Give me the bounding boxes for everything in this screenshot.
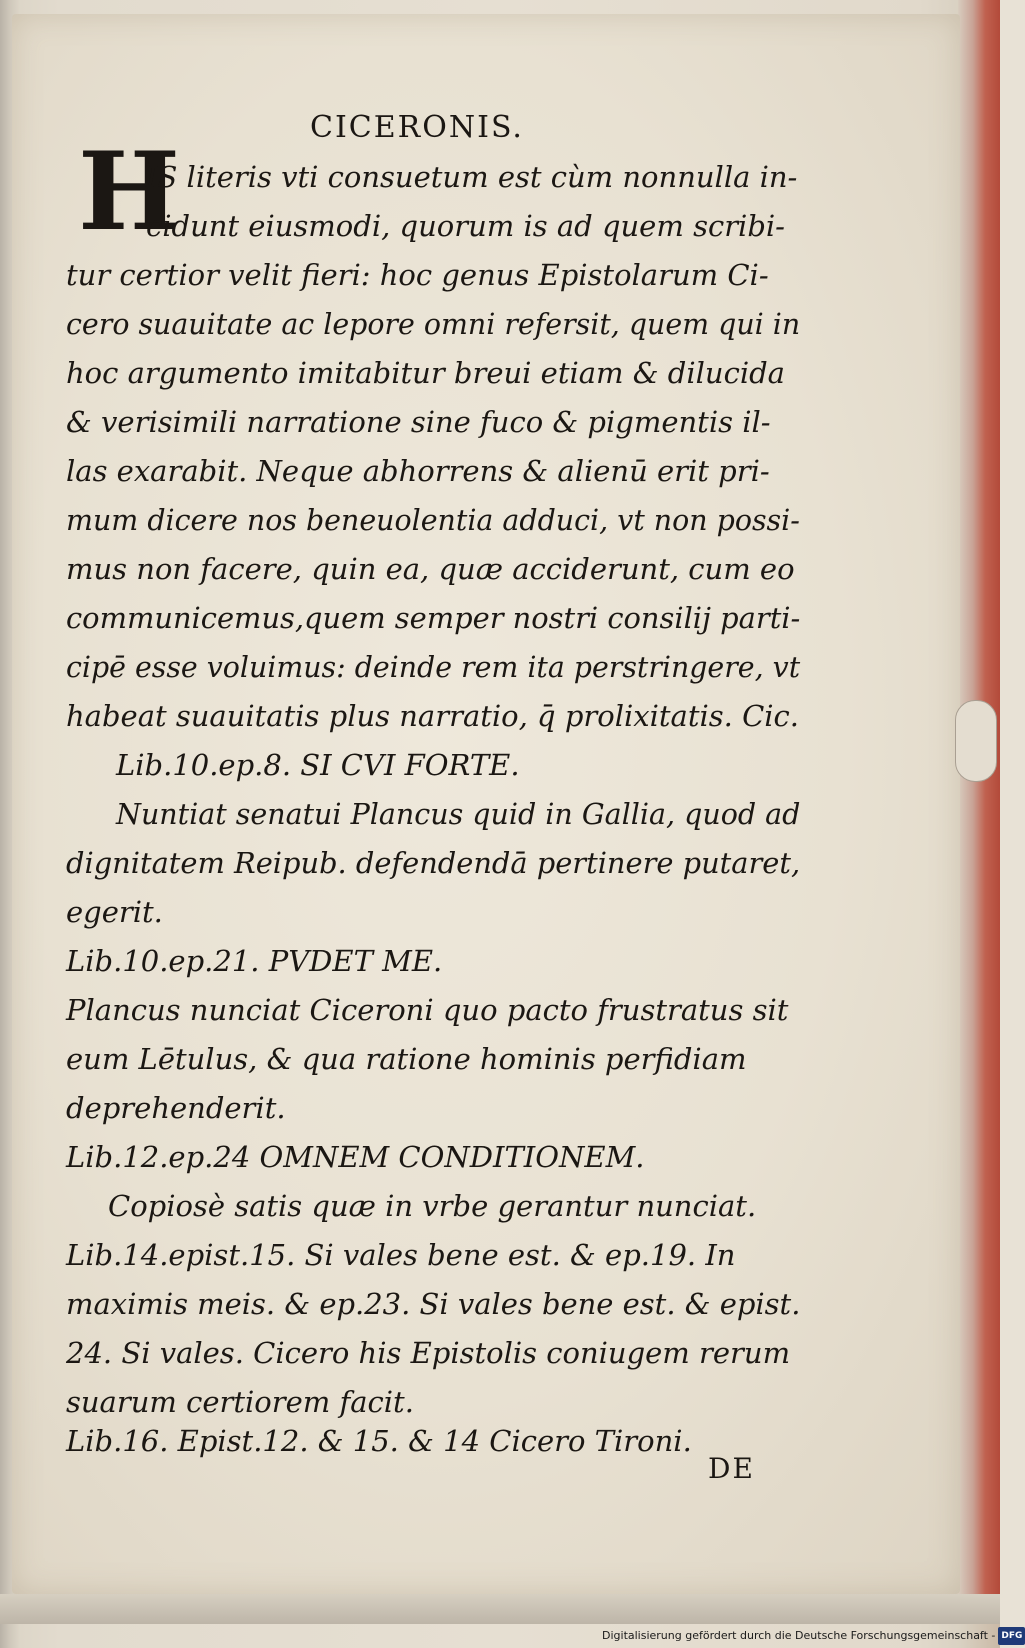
footer-credit bbox=[602, 1627, 1023, 1643]
text-line: tur certior velit fieri: hoc genus Epistolarum Ci- bbox=[66, 258, 769, 292]
text-line: communicemus,quem semper nostri consilij parti- bbox=[66, 601, 801, 635]
dfg-logo-icon: DFG bbox=[998, 1627, 1025, 1645]
text-line: Lib.14.epist.15. Si vales bene est. & ep.19. In bbox=[66, 1238, 736, 1272]
text-line: eum Lētulus, & qua ratione hominis perfidiam bbox=[66, 1042, 747, 1076]
text-line: cero suauitate ac lepore omni refersit, quem qui in bbox=[66, 307, 801, 341]
text-line: IS literis vti consuetum est cùm nonnulla in- bbox=[146, 160, 798, 194]
text-line: deprehenderit. bbox=[66, 1091, 286, 1125]
page-edge bbox=[958, 0, 1000, 1610]
text-line: las exarabit. Neque abhorrens & alienū erit pri- bbox=[66, 454, 770, 488]
text-line: Lib.16. Epist.12. & 15. & 14 Cicero Tironi. bbox=[66, 1424, 692, 1458]
text-line: Copiosè satis quæ in vrbe gerantur nunciat. bbox=[108, 1189, 757, 1223]
text-line: mus non facere, quin ea, quæ acciderunt, cum eo bbox=[66, 552, 795, 586]
text-line: cipē esse voluimus: deinde rem ita perstringere, vt bbox=[66, 650, 801, 684]
bookmark-tab bbox=[955, 700, 997, 782]
footer-credit-text: Digitalisierung gefördert durch die Deutsche Forschungsgemeinschaft - bbox=[602, 1629, 996, 1642]
text-line: suarum certiorem facit. bbox=[66, 1385, 414, 1419]
section-heading: Lib.12.ep.24 OMNEM CONDITIONEM. bbox=[66, 1140, 645, 1174]
text-line: maximis meis. & ep.23. Si vales bene est. & epist. bbox=[66, 1287, 801, 1321]
bottom-binding bbox=[0, 1594, 1000, 1624]
text-line: egerit. bbox=[66, 895, 163, 929]
text-line: dignitatem Reipub. defendendā pertinere putaret, bbox=[66, 846, 801, 880]
text-line: Nuntiat senatui Plancus quid in Gallia, quod ad bbox=[116, 797, 801, 831]
text-line: Plancus nunciat Ciceroni quo pacto frustratus sit bbox=[66, 993, 789, 1027]
section-heading: Lib.10.ep.21. PVDET ME. bbox=[66, 944, 443, 978]
text-line: cidunt eiusmodi, quorum is ad quem scribi- bbox=[146, 209, 785, 243]
text-line: 24. Si vales. Cicero his Epistolis coniugem rerum bbox=[66, 1336, 791, 1370]
drop-cap: H bbox=[78, 129, 181, 255]
text-line: mum dicere nos beneuolentia adduci, vt non possi- bbox=[66, 503, 800, 537]
running-head: CICERONIS. bbox=[310, 110, 524, 145]
text-line: habeat suauitatis plus narratio, q̄ prolixitatis. Cic. bbox=[66, 699, 800, 733]
text-line: & verisimili narratione sine fuco & pigmentis il- bbox=[66, 405, 771, 439]
section-heading: Lib.10.ep.8. SI CVI FORTE. bbox=[116, 748, 520, 782]
catchword: DE bbox=[708, 1452, 755, 1485]
text-line: hoc argumento imitabitur breui etiam & dilucida bbox=[66, 356, 785, 390]
